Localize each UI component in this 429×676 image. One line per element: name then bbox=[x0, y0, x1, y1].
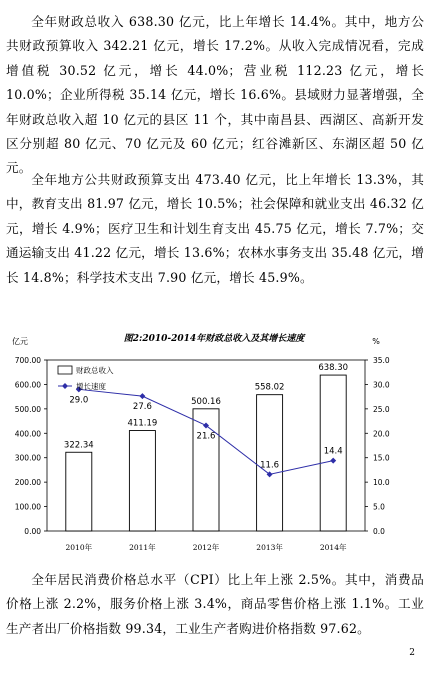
growth-rate-value: 21.6 bbox=[196, 431, 216, 442]
right-tick-label: 35.0 bbox=[373, 356, 390, 365]
left-tick-label: 500.00 bbox=[14, 404, 41, 414]
revenue-bar bbox=[129, 431, 155, 531]
right-tick-label: 5.0 bbox=[373, 502, 385, 512]
right-tick-label: 0.0 bbox=[373, 527, 385, 536]
x-tick-label: 2011年 bbox=[129, 543, 156, 552]
paragraph-fiscal-expenditure: 全年地方公共财政预算支出 473.40 亿元，比上年增长 13.3%，其中，教育支出 81.97 亿元，增长 10.5%；社会保障和就业支出 46.32 亿元，增长 4.9%；医疗卫生和计划生育支出 45.75 亿元，增长 7.7%；交通运输支出 41.22 亿元，增长 13.6%；农林水事务支出 35.48 亿元，增长 14.8%；科学技术支出 7.90 亿元，增长 45.9%。 bbox=[6, 172, 424, 285]
legend-line-label: 增长速度 bbox=[76, 382, 106, 391]
revenue-bar-value: 558.02 bbox=[254, 382, 285, 393]
left-tick-label: 100.00 bbox=[14, 502, 41, 512]
legend-line-marker bbox=[62, 383, 68, 389]
growth-rate-value: 29.0 bbox=[69, 395, 89, 406]
right-tick-label: 20.0 bbox=[373, 429, 390, 439]
revenue-growth-chart bbox=[0, 328, 429, 560]
revenue-bar-value: 638.30 bbox=[318, 363, 349, 374]
page-number: 2 bbox=[409, 648, 415, 658]
left-tick-label: 200.00 bbox=[14, 478, 41, 488]
y-axis-right-label: % bbox=[372, 337, 380, 346]
left-tick-label: 400.00 bbox=[14, 429, 41, 439]
right-tick-label: 15.0 bbox=[373, 453, 390, 463]
left-tick-label: 600.00 bbox=[14, 380, 41, 390]
chart-title: 图2:2010-2014年财政总收入及其增长速度 bbox=[123, 334, 305, 344]
growth-rate-value: 27.6 bbox=[132, 402, 152, 413]
left-tick-label: 700.00 bbox=[14, 356, 41, 365]
legend-bar-swatch bbox=[58, 366, 72, 374]
x-tick-label: 2012年 bbox=[192, 543, 220, 552]
revenue-bar-value: 500.16 bbox=[191, 396, 221, 407]
right-tick-label: 10.0 bbox=[373, 478, 390, 488]
growth-rate-value: 14.4 bbox=[323, 446, 343, 457]
paragraph-fiscal-revenue: 全年财政总收入 638.30 亿元，比上年增长 14.4%。其中，地方公共财政预算收入 342.21 亿元，增长 17.2%。从收入完成情况看，完成增值税 30.52 亿元，增长 44.0%；营业税 112.23 亿元，增长 10.0%；企业所得税 35.14 亿元，增长 16.6%。县域财力显著增强，全年财政总收入超 10 亿元的县区 11 个，其中南昌县、西湖区、高新开发区分别超 80 亿元、70 亿元及 60 亿元；红谷滩新区、东湖区超 50 亿元。 bbox=[6, 14, 424, 176]
x-tick-label: 2014年 bbox=[319, 543, 347, 552]
right-tick-label: 25.0 bbox=[373, 404, 390, 414]
revenue-bar bbox=[66, 452, 92, 531]
x-tick-label: 2013年 bbox=[256, 543, 283, 552]
legend-bar-label: 财政总收入 bbox=[76, 366, 114, 375]
left-tick-label: 300.00 bbox=[14, 453, 41, 463]
paragraph-price-index: 全年居民消费价格总水平（CPI）比上年上涨 2.5%。其中，消费品价格上涨 2.2%，服务价格上涨 3.4%，商品零售价格上涨 1.1%。工业生产者出厂价格指数 99.34，工业生产者购进价格指数 97.62。 bbox=[6, 572, 424, 636]
growth-rate-point bbox=[139, 393, 145, 399]
growth-rate-value: 11.6 bbox=[260, 460, 280, 471]
revenue-bar-value: 411.19 bbox=[127, 418, 158, 429]
revenue-bar-value: 322.34 bbox=[63, 440, 94, 451]
x-tick-label: 2010年 bbox=[65, 543, 93, 552]
right-tick-label: 30.0 bbox=[373, 380, 390, 390]
y-axis-left-label: 亿元 bbox=[12, 337, 28, 346]
left-tick-label: 0.00 bbox=[24, 527, 41, 536]
